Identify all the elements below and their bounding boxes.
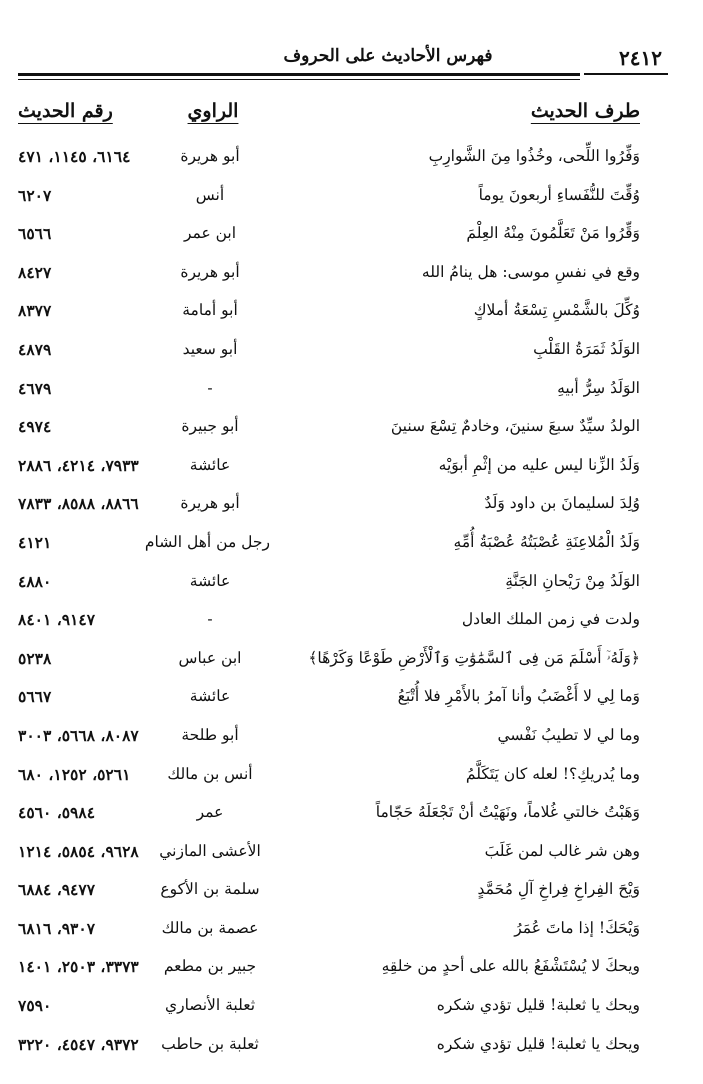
index-row (18, 488, 640, 527)
narrator-name: ابن عباس (178, 648, 242, 667)
hadith-text: وهن شر غالب لمن غَلَبَ (484, 841, 640, 860)
hadith-numbers: ٩٣٠٧، ٦٨١٦ (18, 918, 96, 938)
narrator-name: ثعلبة الأنصاري (164, 996, 256, 1015)
hadith-numbers: ٦١٦٤، ١١٤٥، ٤٧١ (18, 147, 131, 166)
index-row (18, 836, 640, 875)
index-row (18, 797, 640, 836)
page-number: ٢٤١٢ (619, 46, 662, 70)
index-row (18, 643, 640, 682)
index-row (18, 527, 640, 566)
index-row (18, 951, 640, 990)
hadith-numbers: ٧٥٩٠ (18, 996, 52, 1016)
index-row (18, 141, 640, 180)
narrator-name: أبو سعيد (182, 339, 238, 358)
hadith-numbers: ٤٨٧٩ (18, 339, 52, 359)
header-rule-thick (18, 73, 580, 76)
running-title: فهرس الأحاديث على الحروف (283, 46, 493, 66)
index-row (18, 295, 640, 334)
hadith-numbers: ٤٩٧٤ (18, 417, 52, 437)
hadith-text: وُلِدَ لسليمانَ بن داود وَلَدٌ (484, 494, 640, 513)
hadith-text: وَيْحَكَ! إذا ماتَ عُمَرُ (514, 918, 640, 937)
index-row (18, 180, 640, 219)
hadith-text: وُكِّلَ بالشَّمْسِ تِسْعَةُ أملاكٍ (473, 301, 640, 320)
index-row (18, 874, 640, 913)
hadith-text: وَيْحَ الفِراخِ فِراخِ آلِ مُحَمَّدٍ (477, 880, 640, 899)
narrator-name: عمر (196, 803, 224, 822)
hadith-numbers: ٤٨٨٠ (18, 571, 52, 591)
hadith-text: وَلَدُ الْمُلاعِنَةِ عُصْبَتُهُ عُصْبَةُ أُمِّهِ (453, 532, 640, 551)
narrator-name: عائشة (189, 687, 231, 706)
index-row (18, 759, 640, 798)
hadith-numbers: ٤٦٧٩ (18, 378, 52, 398)
index-row (18, 411, 640, 450)
index-row (18, 257, 640, 296)
hadith-text: وما يُدريكِ؟! لعله كان يَتَكَلَّمُ (465, 764, 640, 783)
index-row (18, 720, 640, 759)
narrator-name: عائشة (189, 571, 231, 590)
column-header-hadith: طرف الحديث (530, 100, 640, 122)
index-row (18, 990, 640, 1029)
narrator-name: أنس بن مالك (167, 764, 253, 783)
index-row (18, 604, 640, 643)
hadith-numbers: ٥٦٦٧ (18, 687, 52, 707)
hadith-numbers: ٩٣٧٢، ٤٥٤٧، ٣٢٢٠ (18, 1034, 139, 1054)
hadith-text: وَهَبْتُ خالتي غُلاماً، ونَهَيْتُ أنْ تَجْعَلَهُ حَجّاماً (375, 803, 640, 822)
narrator-name: رجل من أهل الشام (144, 532, 270, 551)
index-rows (18, 141, 640, 1067)
narrator-name: أبو أمامة (182, 301, 238, 320)
hadith-text: الولدُ سيِّدٌ سبعَ سنينَ، وخادمٌ تِسْعَ سنينَ (390, 417, 640, 436)
hadith-text: الوَلَدُ ثَمَرَةُ القَلْبِ (533, 339, 640, 358)
index-row (18, 373, 640, 412)
hadith-text: ويحك يا ثعلبة! قليل تؤدي شكره (436, 1034, 640, 1053)
index-row (18, 218, 640, 257)
hadith-text: ويحكَ لا يُسْتَشْفَعُ بالله على أحدٍ من خلقِهِ (381, 957, 640, 976)
narrator-name: الأعشى المازني (159, 841, 261, 860)
column-headers (18, 100, 640, 132)
narrator-name: أبو طلحة (181, 725, 239, 744)
index-row (18, 334, 640, 373)
narrator-name: أبو جبيرة (181, 417, 239, 436)
hadith-numbers: ٥٢٣٨ (18, 648, 52, 668)
index-row (18, 681, 640, 720)
narrator-name: جبير بن مطعم (163, 957, 257, 976)
hadith-numbers: ٧٩٣٣، ٤٢١٤، ٢٨٨٦ (18, 455, 139, 475)
hadith-text: وقع في نفسِ موسى: هل ينامُ الله (421, 262, 640, 281)
column-header-number: رقم الحديث (18, 100, 113, 122)
hadith-numbers: ٣٣٧٣، ٢٥٠٣، ١٤٠١ (18, 957, 139, 977)
narrator-name: سلمة بن الأكوع (160, 880, 260, 899)
hadith-text: الوَلَدُ مِنْ رَيْحانِ الجَنَّةِ (505, 571, 640, 590)
hadith-text: وَلَدُ الزِّنا ليس عليه من إثْمِ أبوَيْه (438, 455, 640, 474)
header-rule-thin (18, 79, 580, 80)
narrator-name: ثعلبة بن حاطب (161, 1034, 259, 1053)
column-header-narrator: الراوي (187, 100, 239, 122)
hadith-numbers: ٩١٤٧، ٨٤٠١ (18, 610, 96, 630)
hadith-text: ﴿وَلَهُۥٓ أَسْلَمَ مَن فِى ٱلسَّمَٰوَٰتِ وَٱلْأَرْضِ طَوْعًا وَكَرْهًا﴾ (308, 648, 640, 667)
narrator-name: أبو هريرة (180, 494, 240, 513)
index-row (18, 1029, 640, 1068)
page-number-rule (584, 73, 668, 75)
index-row (18, 450, 640, 489)
hadith-numbers: ٥٩٨٤، ٤٥٦٠ (18, 803, 96, 823)
hadith-numbers: ٥٢٦١، ١٢٥٢، ٦٨٠ (18, 764, 131, 784)
narrator-name: - (207, 378, 213, 397)
hadith-numbers: ٩٤٧٧، ٦٨٨٤ (18, 880, 96, 900)
narrator-name: - (207, 610, 213, 629)
hadith-text: وَفِّرُوا اللِّحى، وخُذُوا مِنَ الشَّوارِبِ (428, 147, 640, 165)
narrator-name: أبو هريرة (180, 262, 240, 281)
hadith-numbers: ٦٥٦٦ (18, 224, 52, 244)
narrator-name: أبو هريرة (180, 147, 240, 165)
hadith-numbers: ٨٤٢٧ (18, 262, 52, 282)
index-row (18, 566, 640, 605)
hadith-text: وَقِّرُوا مَنْ تَعَلَّمُونَ مِنْهُ العِلْمَ (466, 224, 640, 243)
hadith-text: وُقِّتَ للنُّفَساءِ أربعونَ يوماً (478, 185, 640, 204)
narrator-name: ابن عمر (183, 224, 237, 243)
narrator-name: عصمة بن مالك (161, 918, 259, 937)
hadith-numbers: ٦٢٠٧ (18, 185, 52, 205)
hadith-text: وما لي لا تطيبُ نَفْسي (497, 725, 640, 744)
hadith-numbers: ٨٠٨٧، ٥٦٦٨، ٣٠٠٣ (18, 725, 139, 745)
hadith-numbers: ٨٣٧٧ (18, 301, 52, 321)
hadith-text: الوَلَدُ سِرُّ أبيهِ (557, 378, 640, 397)
narrator-name: أنس (195, 185, 225, 204)
running-head (18, 44, 668, 84)
narrator-name: عائشة (189, 455, 231, 474)
hadith-numbers: ٨٨٦٦، ٨٥٨٨، ٧٨٣٣ (18, 494, 139, 514)
index-row (18, 913, 640, 952)
hadith-numbers: ٤١٢١ (18, 532, 52, 552)
hadith-text: ويحك يا ثعلبة! قليل تؤدي شكره (436, 996, 640, 1015)
hadith-text: ولدت في زمن الملك العادل (461, 610, 640, 629)
hadith-numbers: ٩٦٢٨، ٥٨٥٤، ١٢١٤ (18, 841, 139, 861)
hadith-text: وَما لِي لا أَغْضَبُ وأنا آمرُ بالأَمْرِ فلا أُتْبَعُ (397, 687, 640, 706)
